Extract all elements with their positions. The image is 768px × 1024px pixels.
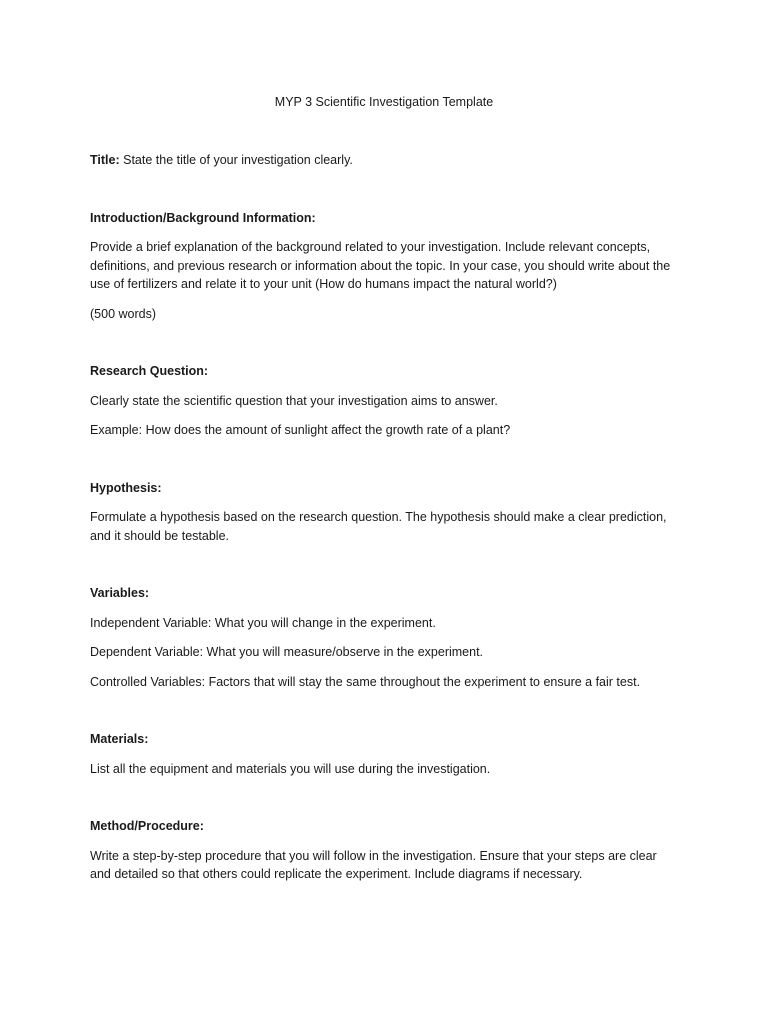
introduction-heading: Introduction/Background Information: bbox=[90, 210, 316, 225]
independent-variable-text: Independent Variable: What you will change in the experiment. bbox=[90, 615, 436, 630]
research-question-paragraph: Clearly state the scientific question that your investigation aims to answer. bbox=[90, 393, 498, 408]
controlled-variables-text: Controlled Variables: Factors that will stay the same throughout the experiment to ensure a fair test. bbox=[90, 674, 641, 689]
method-heading: Method/Procedure: bbox=[90, 819, 204, 833]
title-field bbox=[90, 151, 680, 170]
introduction-paragraph: Provide a brief explanation of the background related to your investigation. Include relevant concepts, definitions, and previous research or information about the topic. In your case, you should write about the use of fertilizers and relate it to your unit (How do humans impact the natural world?) bbox=[90, 240, 671, 291]
introduction-word-count: (500 words) bbox=[90, 306, 156, 321]
hypothesis-paragraph: Formulate a hypothesis based on the research question. The hypothesis should make a clear prediction, and it should be testable. bbox=[90, 510, 667, 543]
materials-paragraph: List all the equipment and materials you will use during the investigation. bbox=[90, 761, 491, 776]
title-field-text: State the title of your investigation clearly. bbox=[123, 153, 353, 167]
materials-heading: Materials: bbox=[90, 732, 149, 746]
variables-heading: Variables: bbox=[90, 586, 150, 600]
research-question-heading: Research Question: bbox=[90, 364, 209, 378]
document-body bbox=[90, 151, 680, 895]
hypothesis-heading: Hypothesis: bbox=[90, 480, 162, 495]
research-question-example: Example: How does the amount of sunlight affect the growth rate of a plant? bbox=[90, 423, 511, 437]
method-paragraph: Write a step-by-step procedure that you will follow in the investigation. Ensure that your steps are clear and detailed so that others could replicate the experiment. Include diagrams if necessary. bbox=[90, 848, 657, 881]
dependent-variable-text: Dependent Variable: What you will measure/observe in the experiment. bbox=[90, 645, 484, 659]
document-title: MYP 3 Scientific Investigation Template bbox=[274, 95, 494, 109]
title-field-label: Title: bbox=[90, 153, 120, 167]
